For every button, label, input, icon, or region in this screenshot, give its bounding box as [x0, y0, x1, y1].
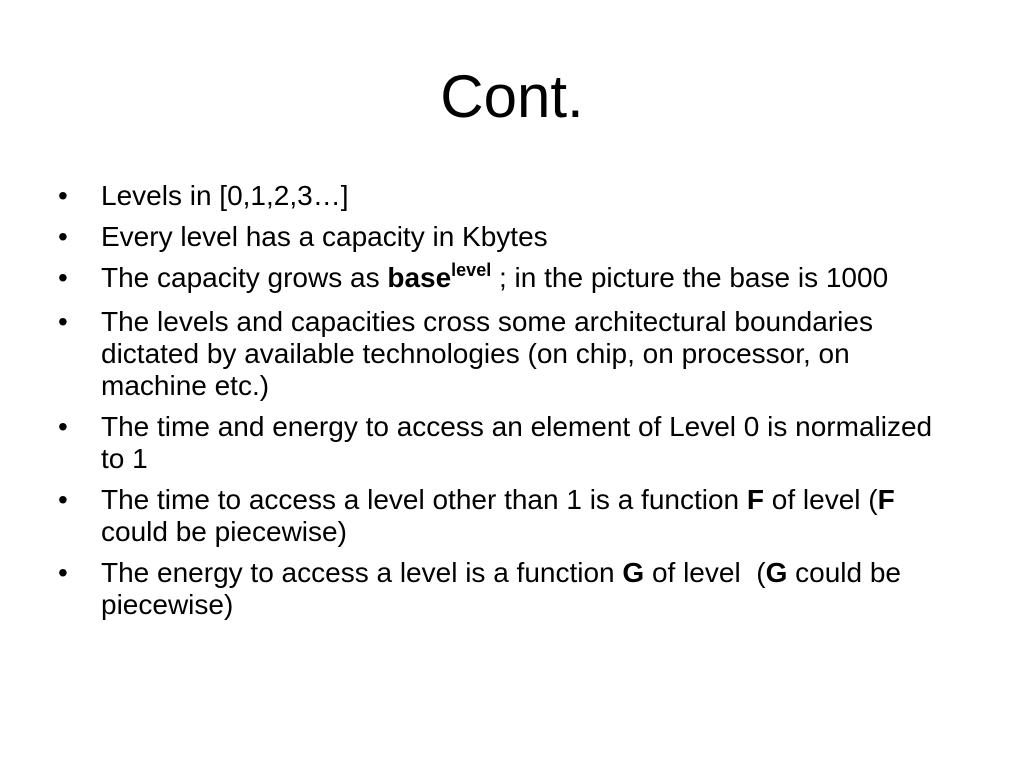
bullet-icon: • [58, 557, 68, 588]
bullet-text-post: ; in the picture the base is 1000 [491, 262, 889, 293]
bullet-text: The time and energy to access an element of Level 0 is normalized to 1 [101, 411, 933, 474]
bullet-item-capacity-growth [58, 262, 958, 297]
bullet-text: Levels in [0,1,2,3…] [101, 180, 349, 211]
bullet-icon: • [58, 221, 68, 252]
bold-term-f: F [746, 484, 765, 515]
bold-term-g: G [622, 557, 645, 588]
bold-term-g-2: G [765, 557, 788, 588]
bullet-text: The levels and capacities cross some architectural boundaries dictated by available technologies (on chip, on processor, on machine etc.) [101, 306, 873, 401]
bullet-text-post: could be piecewise) [101, 557, 901, 620]
bullet-item-boundaries [58, 306, 958, 402]
bullet-icon: • [58, 180, 68, 211]
bullet-text-pre: The capacity grows as [101, 262, 388, 293]
bullet-icon: • [58, 411, 68, 442]
bold-term-f-2: F [877, 484, 895, 515]
bullet-item-energy-function [58, 557, 958, 621]
bullet-item-capacity [58, 221, 958, 253]
bullet-text-mid: of level ( [764, 484, 878, 515]
bullet-text-post: could be piecewise) [101, 516, 347, 547]
bullet-item-normalized [58, 411, 958, 475]
bullet-text: Every level has a capacity in Kbytes [101, 221, 548, 252]
bold-term-base: base [387, 262, 452, 293]
bullet-icon: • [58, 262, 68, 293]
bullet-item-levels [58, 180, 958, 212]
bullet-list [58, 180, 958, 630]
bullet-icon: • [58, 306, 68, 337]
slide-title: Cont. [440, 63, 584, 130]
superscript-level: level [451, 260, 492, 280]
bullet-item-time-function [58, 484, 958, 548]
bullet-icon: • [58, 484, 68, 515]
bullet-text-pre: The time to access a level other than 1 is a function [101, 484, 747, 515]
bullet-text-pre: The energy to access a level is a function [101, 557, 623, 588]
bullet-text-mid: of level ( [644, 557, 766, 588]
